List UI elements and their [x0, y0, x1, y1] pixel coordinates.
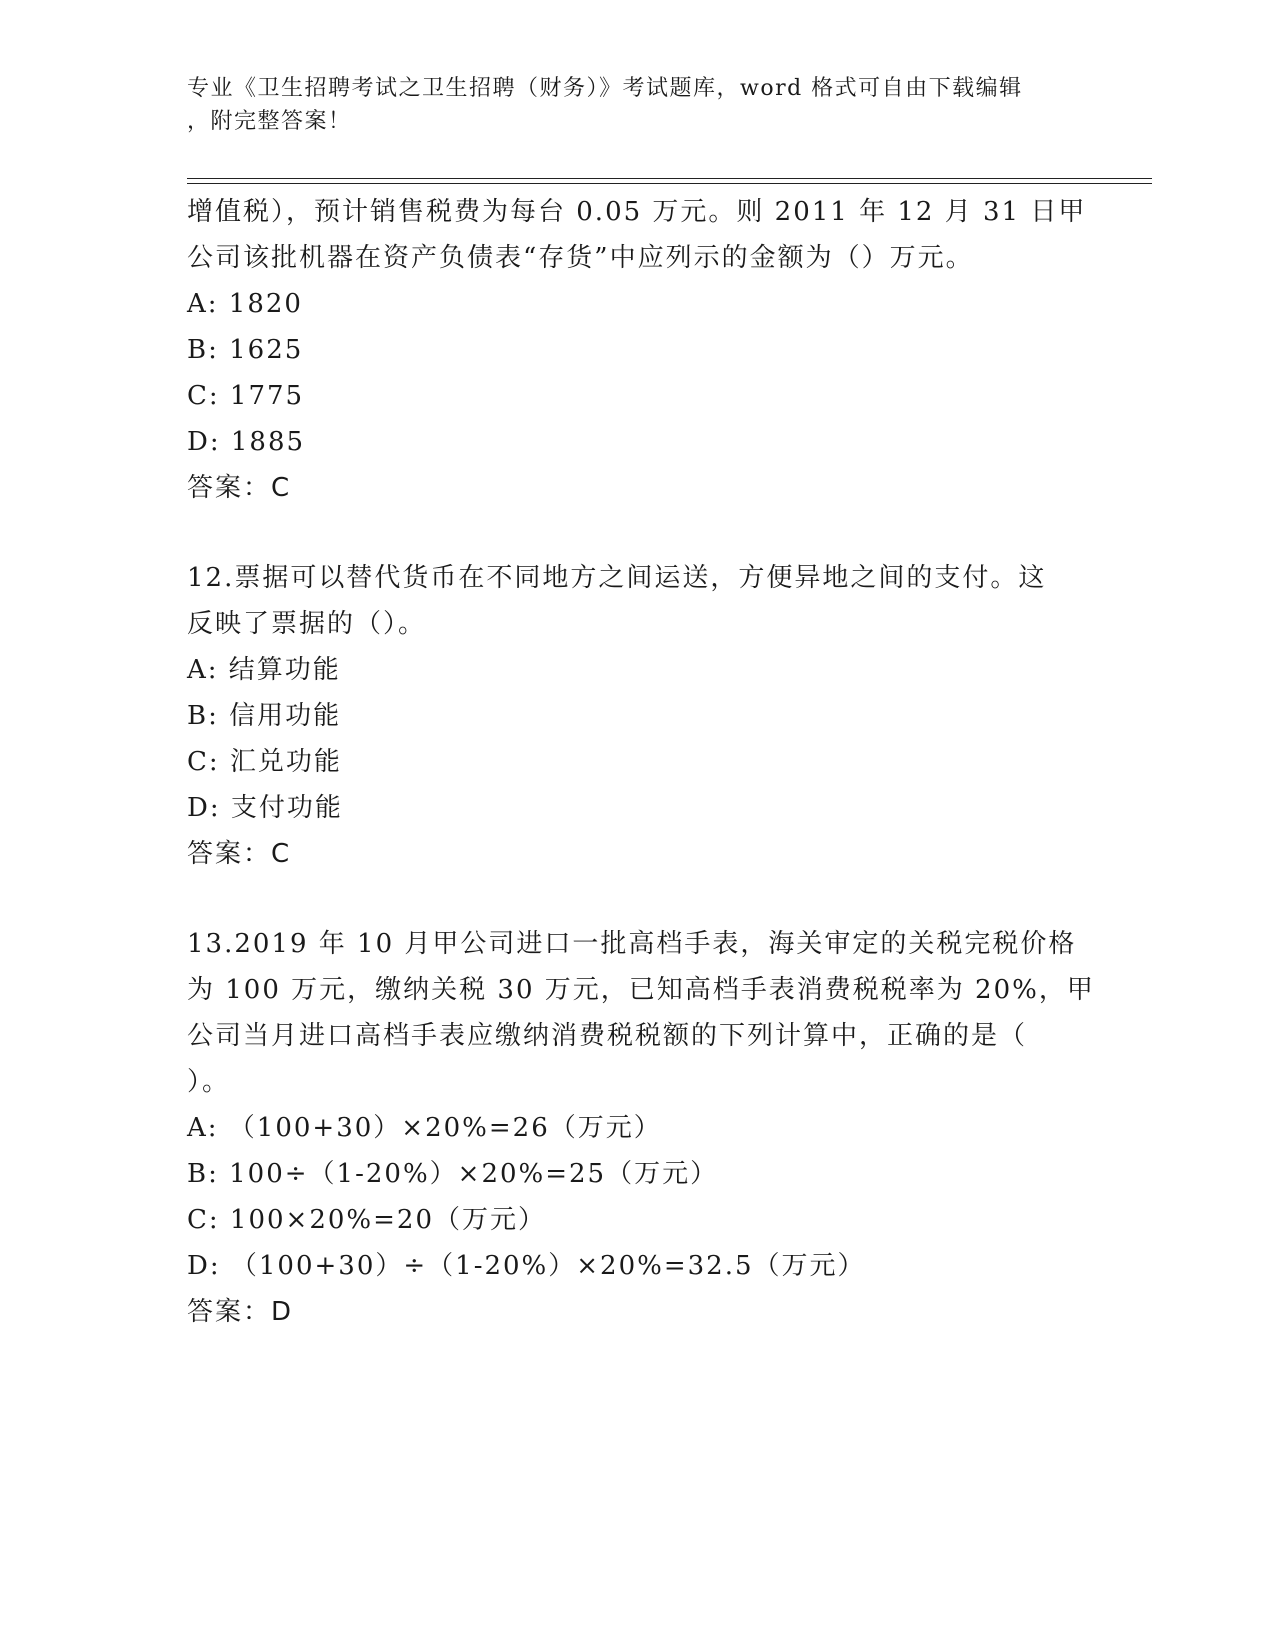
option-b: B: 信用功能 [187, 701, 342, 731]
header-divider-top [187, 178, 1152, 179]
question-12 [187, 555, 1087, 877]
answer-line: 答案：D [187, 1297, 294, 1327]
option-a: A: 1820 [187, 289, 303, 319]
option-a: A: （100+30）×20%=26（万元） [187, 1113, 662, 1143]
question-stem-line: 反映了票据的（）。 [187, 609, 427, 639]
answer-line: 答案：C [187, 839, 292, 869]
question-11 [187, 189, 1087, 511]
question-stem-line: 13.2019 年 10 月甲公司进口一批高档手表，海关审定的关税完税价格 [187, 929, 1077, 959]
question-stem-line: ）。 [187, 1067, 231, 1097]
option-d: D: 1885 [187, 427, 306, 457]
option-b: B: 1625 [187, 335, 304, 365]
question-stem-line: 公司该批机器在资产负债表“存货”中应列示的金额为（）万元。 [187, 243, 974, 273]
question-spacer [187, 511, 1087, 555]
option-c: C: 1775 [187, 381, 305, 411]
question-stem-line: 12.票据可以替代货币在不同地方之间运送，方便异地之间的支付。这 [187, 563, 1047, 593]
header-divider-bottom [187, 183, 1152, 184]
question-stem-line: 为 100 万元，缴纳关税 30 万元，已知高档手表消费税税率为 20%，甲 [187, 975, 1095, 1005]
answer-line: 答案：C [187, 473, 292, 503]
option-d: D: 支付功能 [187, 793, 343, 823]
question-13 [187, 921, 1095, 1335]
header-line-1: 专业《卫生招聘考试之卫生招聘（财务）》考试题库，word 格式可自由下载编辑 [187, 76, 1023, 101]
question-stem-line: 增值税），预计销售税费为每台 0.05 万元。则 2011 年 12 月 31 日甲 [187, 197, 1087, 227]
question-spacer [187, 877, 1087, 921]
option-c: C: 汇兑功能 [187, 747, 342, 777]
document-header [187, 72, 1067, 138]
header-line-2: ，附完整答案！ [187, 109, 352, 134]
option-a: A: 结算功能 [187, 655, 341, 685]
option-d: D: （100+30）÷（1-20%）×20%=32.5（万元） [187, 1251, 866, 1281]
option-b: B: 100÷（1-20%）×20%=25（万元） [187, 1159, 719, 1189]
option-c: C: 100×20%=20（万元） [187, 1205, 546, 1235]
document-body [187, 189, 1095, 1335]
question-stem-line: 公司当月进口高档手表应缴纳消费税税额的下列计算中，正确的是（ [187, 1021, 1028, 1051]
